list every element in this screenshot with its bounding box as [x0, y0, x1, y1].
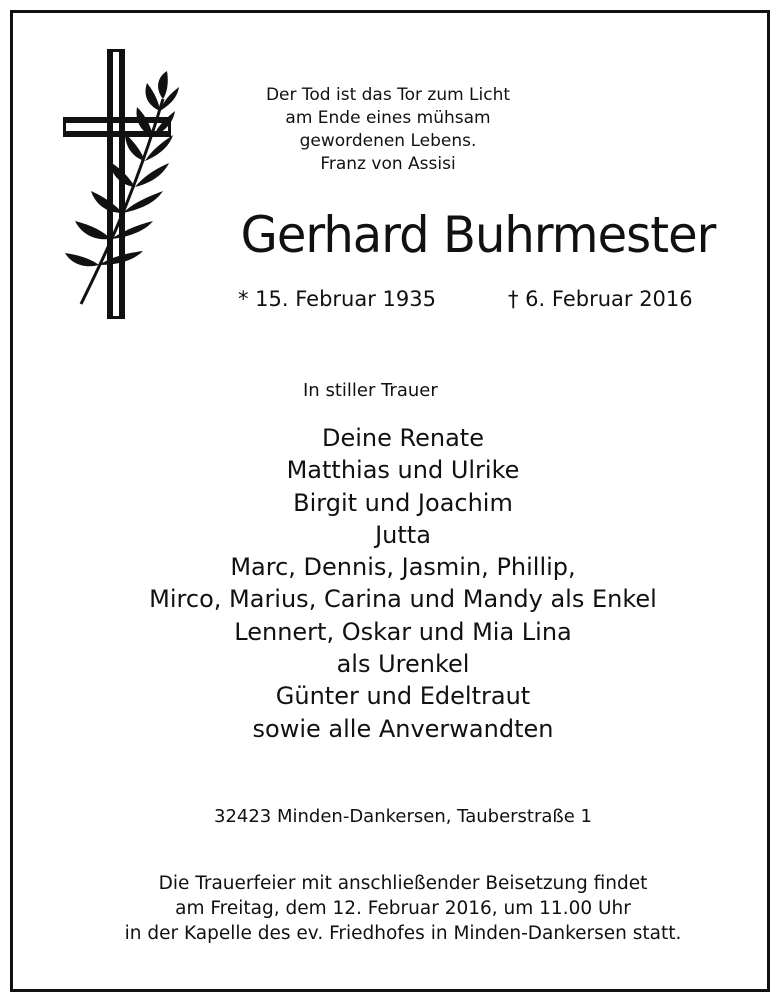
mourners-list: [53, 422, 753, 745]
mourner-line: Birgit und Joachim: [293, 488, 513, 517]
mourner-line: Matthias und Ulrike: [286, 456, 520, 485]
quote: [238, 84, 538, 176]
deceased-name: Gerhard Buhrmester: [240, 206, 716, 264]
mourner-line: Jutta: [375, 520, 431, 549]
mourner-line: Lennert, Oskar und Mia Lina: [234, 617, 572, 646]
mourning-intro: In stiller Trauer: [303, 380, 438, 401]
mourner-line: Deine Renate: [322, 424, 484, 452]
address: 32423 Minden-Dankersen, Tauberstraße 1: [214, 806, 592, 827]
funeral-service-info: [33, 871, 773, 946]
mourner-line: Marc, Dennis, Jasmin, Phillip,: [230, 553, 576, 582]
mourner-line: Mirco, Marius, Carina und Mandy als Enkel: [149, 585, 657, 614]
death-date: † 6. Februar 2016: [508, 287, 693, 311]
service-line: in der Kapelle des ev. Friedhofes in Minden-Dankersen statt.: [124, 923, 682, 944]
service-line: Die Trauerfeier mit anschließender Beisetzung findet: [158, 873, 648, 894]
quote-line: Der Tod ist das Tor zum Licht: [265, 85, 511, 105]
quote-line: am Ende eines mühsam gewordenen Lebens.: [285, 108, 491, 151]
quote-author: Franz von Assisi: [320, 154, 456, 174]
mourner-line: als Urenkel: [336, 650, 470, 679]
cross-with-palm-branch-icon: [63, 49, 183, 319]
mourner-line: sowie alle Anverwandten: [252, 714, 554, 743]
mourner-line: Günter und Edeltraut: [275, 682, 531, 711]
service-line: am Freitag, dem 12. Februar 2016, um 11.00 Uhr: [175, 898, 631, 919]
birth-date: * 15. Februar 1935: [238, 287, 436, 311]
obituary-notice: [10, 10, 770, 992]
